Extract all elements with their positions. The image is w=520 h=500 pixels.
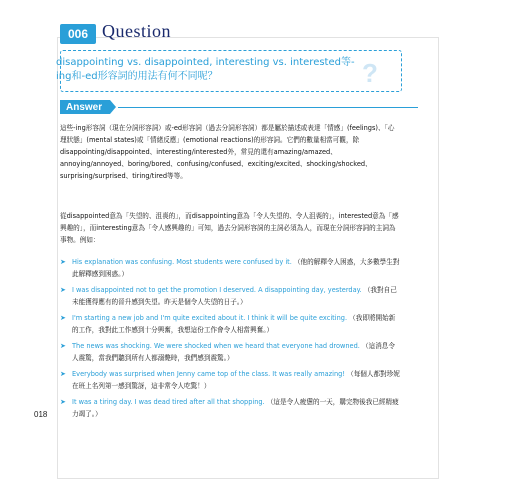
question-text: disappointing vs. disappointed, interesting vs. interested等-ing和-ed形容詞的用法有何不同呢？ — [56, 57, 355, 82]
question-number: 006 — [60, 24, 96, 44]
answer-tag-arrow — [110, 100, 116, 114]
example-list — [60, 256, 400, 424]
bullet-arrow-icon: ➤ — [60, 314, 66, 322]
bullet-arrow-icon: ➤ — [60, 398, 66, 406]
example-english: His explanation was confusing. Most students were confused by it. — [72, 258, 292, 266]
question-title: Question — [102, 21, 171, 41]
example-item — [60, 396, 400, 420]
example-translation: （我對自己未能獲得應有的晉升感到失望。昨天是個令人失望的日子。） — [72, 286, 397, 306]
example-translation: （每個人都對珍妮在班上名列第一感到驚訝，這非常令人吃驚！） — [72, 370, 400, 390]
page-number: 018 — [34, 410, 48, 419]
example-english: I'm starting a new job and I'm quite excited about it. I think it will be quite exciting. — [72, 314, 348, 322]
bullet-arrow-icon: ➤ — [60, 258, 66, 266]
example-item — [60, 368, 400, 392]
answer-paragraph-1: 這些-ing形容詞（現在分詞形容詞）或-ed形容詞（過去分詞形容詞）都是屬於描述或表達「情感」(feelings)、「心理狀態」(mental states)或「情緒反應」(emotional reactions)的形容詞。它們的數量相當可觀，除disappointing/disappointed、interesting/interested外，常見的還有amazing/amazed、annoying/annoyed、boring/bored、confusing/confused、exciting/excited、shocking/shocked、surprising/surprised、tiring/tired等等。 — [60, 124, 395, 180]
example-english: It was a tiring day. I was dead tired after all that shopping. — [72, 398, 265, 406]
example-item — [60, 284, 400, 308]
example-english: The news was shocking. We were shocked when we heard that everyone had drowned. — [72, 342, 360, 350]
example-translation: （這是令人疲憊的一天，購完物後我已經精疲力竭了。） — [72, 398, 399, 418]
example-english: I was disappointed not to get the promotion I deserved. A disappointing day, yesterday. — [72, 286, 362, 294]
answer-divider — [118, 107, 418, 108]
answer-tag — [60, 100, 418, 114]
example-translation: （這消息令人震驚，當我們聽到所有人都溺斃時，我們感到震驚。） — [72, 342, 395, 362]
example-item — [60, 340, 400, 364]
example-item — [60, 312, 400, 336]
bullet-arrow-icon: ➤ — [60, 342, 66, 350]
example-english: Everybody was surprised when Jenny came top of the class. It was really amazing! — [72, 370, 345, 378]
example-item — [60, 256, 400, 280]
bullet-arrow-icon: ➤ — [60, 370, 66, 378]
example-translation: （我即將開始新的工作，我對此工作感到十分興奮，我想這份工作會令人相當興奮。） — [72, 314, 396, 334]
bullet-arrow-icon: ➤ — [60, 286, 66, 294]
question-mark-icon: ? — [362, 58, 378, 88]
example-translation: （他的解釋令人困惑，大多數學生對此解釋感到困惑。） — [72, 258, 400, 278]
answer-label: Answer — [60, 100, 110, 114]
answer-paragraph-2: 從disappointed意為「失望的、沮喪的」，而disappointing意為「令人失望的、令人沮喪的」，interested意為「感興趣的」，而interesting意為「令人感興趣的」可知，過去分詞形容詞的主詞必須為人，而現在分詞形容詞的主詞為事物。例如： — [60, 212, 399, 244]
